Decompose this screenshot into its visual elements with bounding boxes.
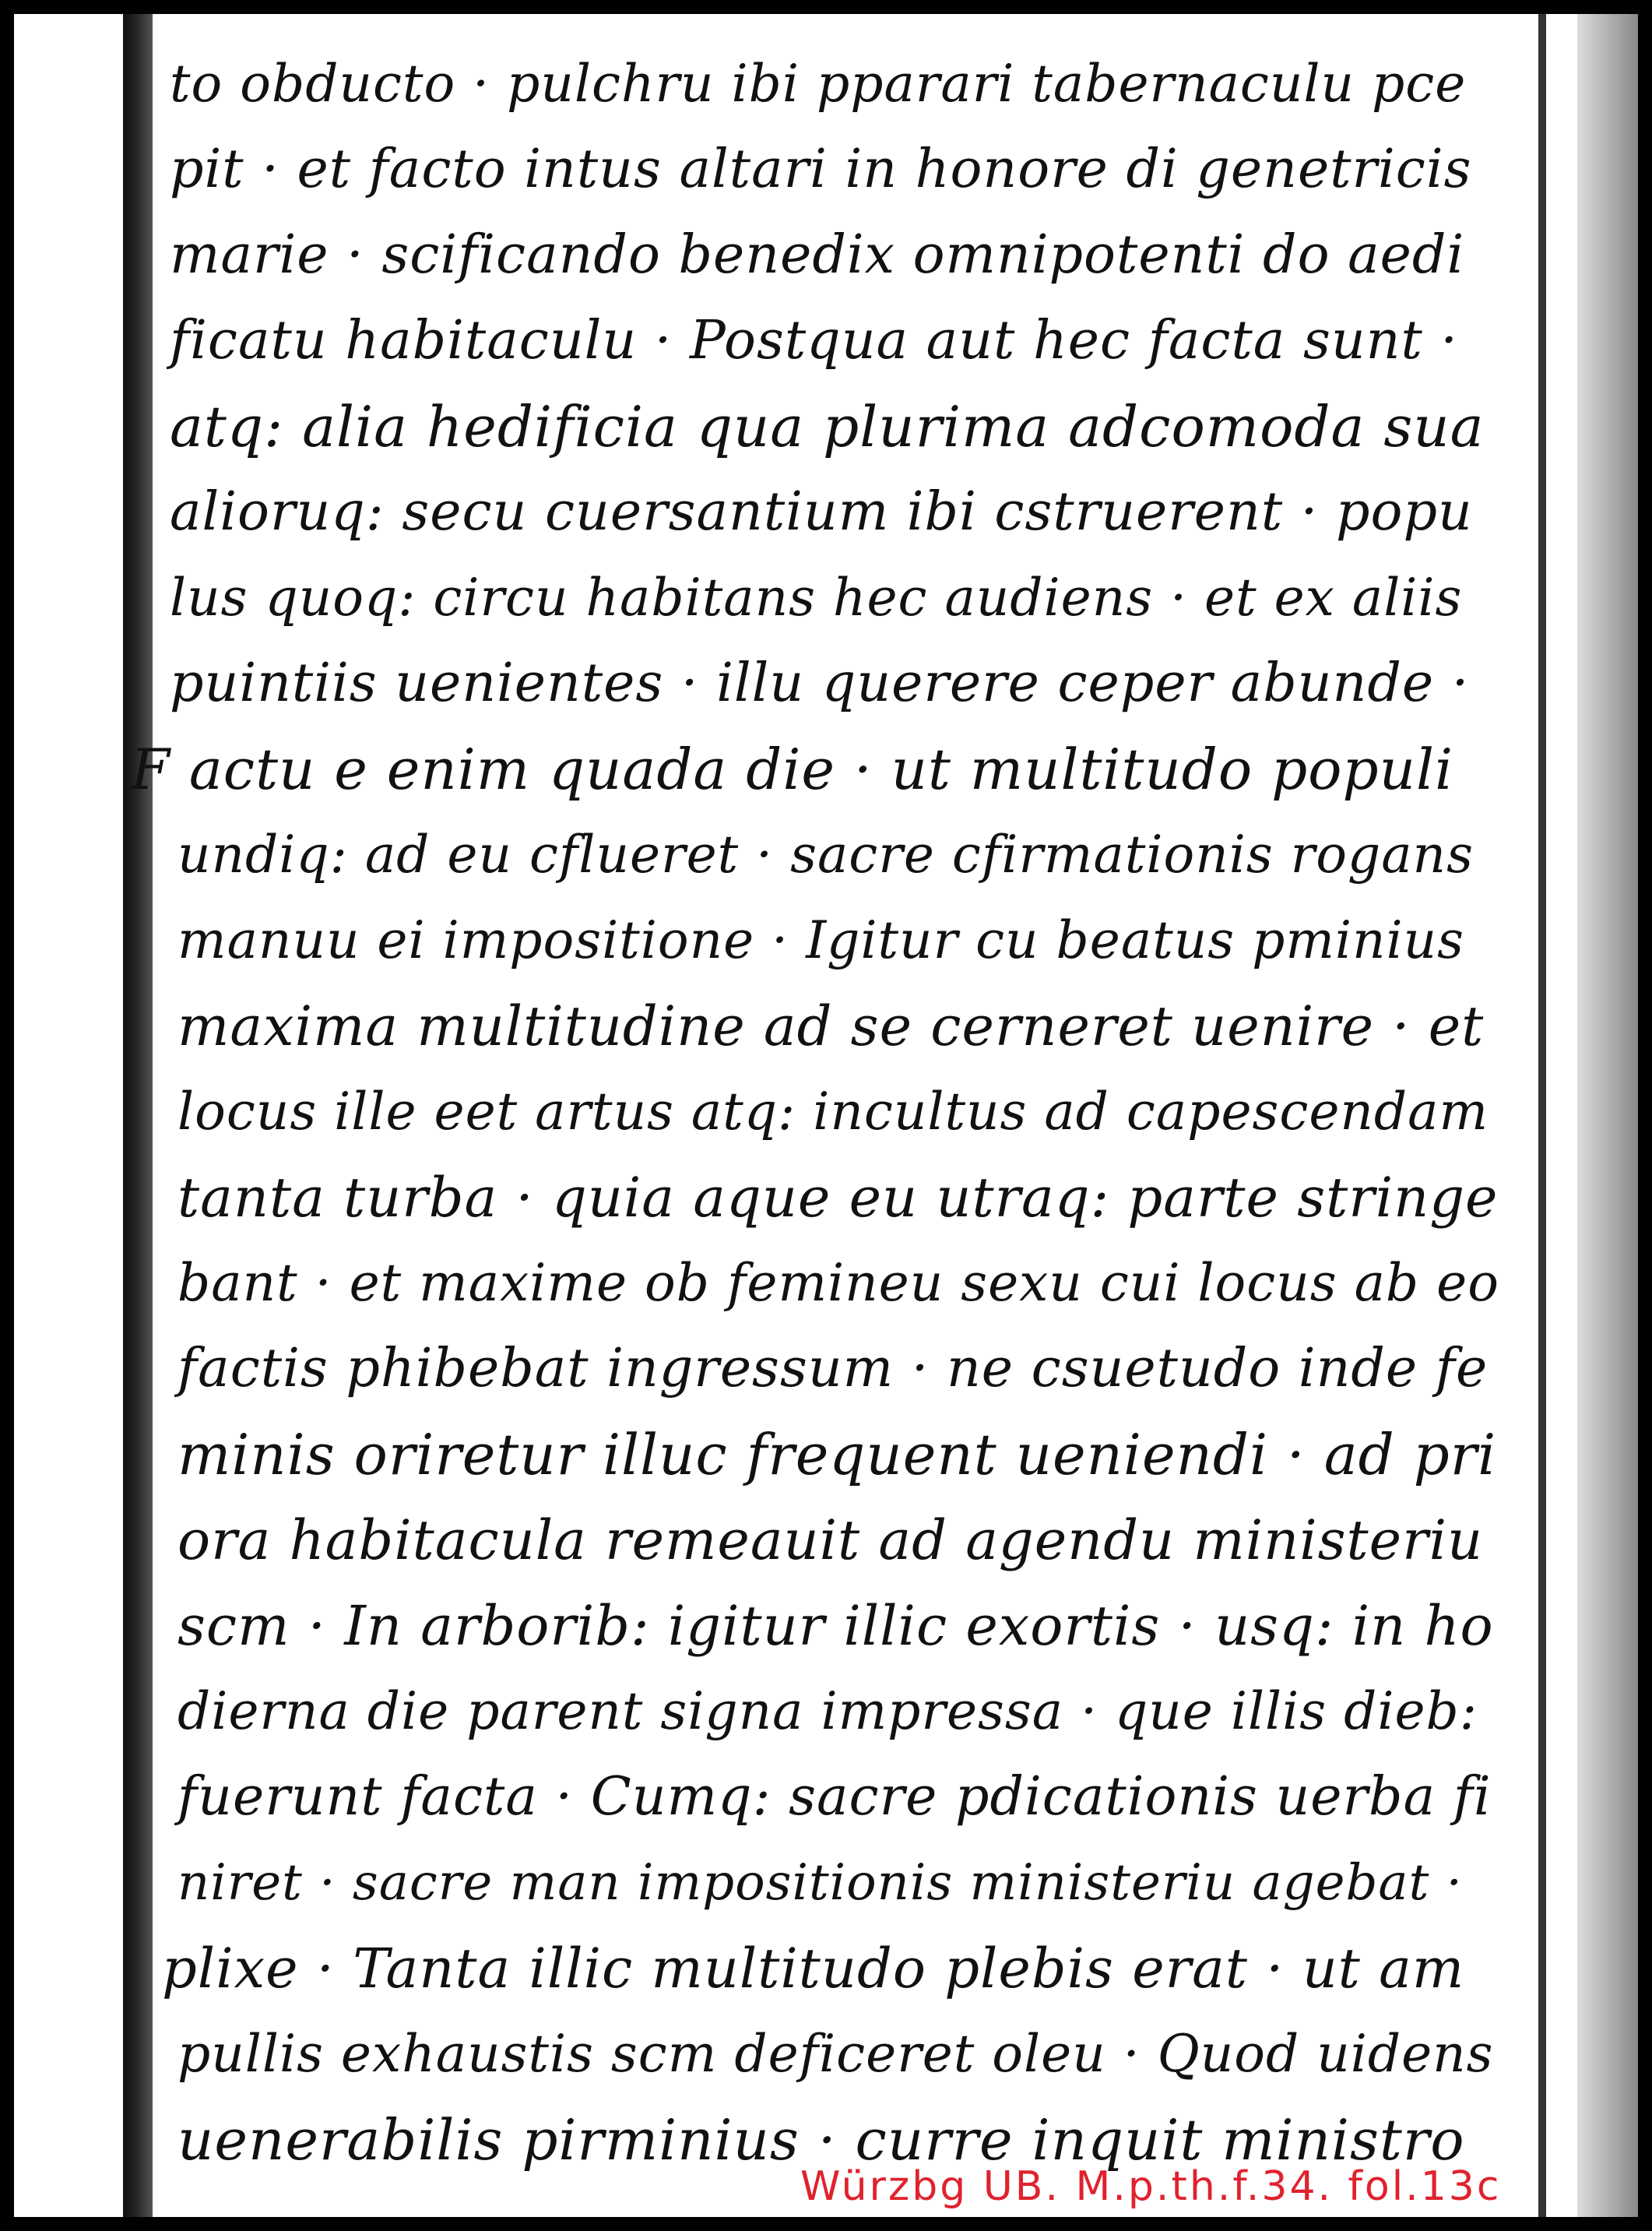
text-line: maxima multitudine ad se cerneret uenire · et — [178, 994, 1485, 1058]
binding-shadow-left — [123, 14, 153, 2217]
manuscript-page — [14, 14, 1638, 2217]
text-line: factis phibebat ingressum · ne csuetudo inde fe — [178, 1338, 1489, 1399]
text-line: tanta turba · quia aque eu utraq: parte stringe — [178, 1166, 1499, 1230]
text-line: bant · et maxime ob femineu sexu cui locus ab eo — [178, 1253, 1499, 1313]
text-line: to obducto · pulchru ibi pparari tabernaculu pce — [170, 54, 1467, 114]
text-line: dierna die parent signa impressa · que illis dieb: — [178, 1681, 1478, 1741]
text-line: puintiis uenientes · illu querere ceper abunde · — [170, 653, 1470, 714]
text-line: lus quoq: circu habitans hec audiens · et ex aliis — [170, 568, 1463, 628]
scan-frame — [14, 14, 1638, 2217]
text-line: pit · et facto intus altari in honore di genetricis — [170, 139, 1472, 200]
text-line: atq: alia hedificia qua plurima adcomoda sua — [170, 394, 1485, 459]
text-line: manuu ei impositione · Igitur cu beatus pminius — [178, 910, 1465, 970]
text-line: ora habitacula remeauit ad agendu ministeriu — [178, 1508, 1484, 1572]
text-line: fuerunt facta · Cumq: sacre pdicationis uerba fi — [178, 1766, 1492, 1828]
text-line: plixe · Tanta illic multitudo plebis erat · ut am — [162, 1937, 1465, 2001]
text-line: niret · sacre man impositionis ministeriu agebat · — [178, 1854, 1463, 1912]
text-line: minis oriretur illuc frequent ueniendi · ad pri — [178, 1422, 1497, 1487]
text-line: alioruq: secu cuersantium ibi cstruerent · popu — [170, 481, 1473, 543]
text-line: locus ille eet artus atq: incultus ad capescendam — [178, 1082, 1489, 1142]
text-line: scm · In arborib: igitur illic exortis · usq: in ho — [178, 1594, 1494, 1658]
page-edge-line — [1538, 14, 1546, 2217]
text-line: ficatu habitaculu · Postqua aut hec facta sunt · — [170, 310, 1458, 371]
text-line: marie · scificando benedix omnipotenti do aedi — [170, 224, 1465, 286]
library-shelfmark: Würzbg UB. M.p.th.f.34. fol.13c — [800, 2163, 1502, 2210]
text-line: uenerabilis pirminius · curre inquit ministro — [178, 2107, 1465, 2173]
text-line: F actu e enim quada die · ut multitudo populi — [131, 737, 1454, 802]
text-line: undiq: ad eu cflueret · sacre cfirmationis rogans — [178, 825, 1474, 885]
facing-page-edge — [1577, 14, 1638, 2217]
text-line: pullis exhaustis scm deficeret oleu · Quod uidens — [178, 2024, 1494, 2084]
